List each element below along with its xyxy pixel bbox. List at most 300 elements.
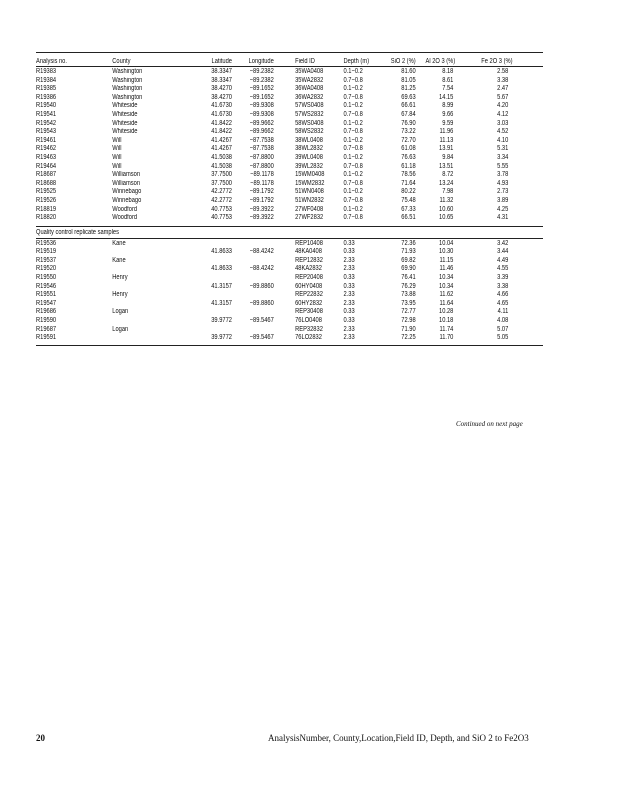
cell: 0.1−0.2: [343, 102, 363, 110]
cell: −89.9662: [249, 119, 274, 127]
cell: R19520: [36, 265, 57, 273]
cell: 0.33: [343, 239, 355, 247]
header-rule: [36, 66, 543, 67]
cell: 10.34: [439, 274, 454, 282]
table-row: [36, 120, 543, 129]
cell: 41.8422: [211, 119, 232, 127]
cell: R19462: [36, 145, 57, 153]
cell: 76LO2832: [295, 334, 322, 342]
qc-row: [36, 283, 543, 292]
cell: 72.77: [401, 308, 416, 316]
cell: 35WA2832: [295, 76, 324, 84]
cell: 58WS2832: [295, 128, 324, 136]
cell: 72.70: [401, 136, 416, 144]
cell: 10.60: [439, 205, 454, 213]
cell: 27WF2832: [295, 214, 324, 222]
cell: 5.07: [497, 325, 509, 333]
cell: County: [112, 58, 131, 65]
qc-row: [36, 274, 543, 283]
cell: 7.98: [442, 188, 454, 196]
cell: REP20408: [295, 274, 323, 282]
cell: 72.25: [401, 334, 416, 342]
cell: 51WN2832: [295, 196, 324, 204]
cell: 0.1−0.2: [343, 153, 363, 161]
cell: 2.58: [497, 68, 509, 75]
cell: R19383: [36, 68, 57, 75]
cell: 5.67: [497, 93, 509, 101]
data-table: [36, 56, 543, 346]
cell: R19550: [36, 274, 57, 282]
qc-row: [36, 248, 543, 257]
cell: 8.99: [442, 102, 454, 110]
table-row: [36, 68, 543, 77]
cell: Will: [112, 136, 122, 144]
footer-title: AnalysisNumber, County,Location,Field ID, Depth, and SiO 2 to Fe2O3: [268, 733, 529, 743]
cell: 4.49: [497, 256, 509, 264]
cell: 11.96: [439, 128, 454, 136]
cell: 73.95: [401, 299, 416, 307]
cell: R19385: [36, 85, 57, 93]
cell: SiO 2 (%): [390, 58, 416, 65]
cell: Latitude: [211, 58, 232, 65]
cell: −89.8860: [249, 299, 274, 307]
cell: 78.56: [401, 171, 416, 179]
cell: Kane: [112, 256, 126, 264]
cell: 73.88: [401, 291, 416, 299]
cell: 2.47: [497, 85, 509, 93]
cell: 41.8633: [211, 265, 232, 273]
cell: 60HY0408: [295, 282, 323, 290]
cell: 8.72: [442, 171, 454, 179]
qc-row: [36, 334, 543, 343]
cell: 0.7−0.8: [343, 145, 363, 153]
cell: R19540: [36, 102, 57, 110]
cell: 69.90: [401, 265, 416, 273]
cell: 2.33: [343, 291, 355, 299]
cell: R19536: [36, 239, 57, 247]
table-row: [36, 85, 543, 94]
cell: 3.38: [497, 282, 509, 290]
cell: Winnebago: [112, 196, 142, 204]
cell: R19461: [36, 136, 57, 144]
cell: 38.4270: [211, 85, 232, 93]
cell: 41.4267: [211, 136, 232, 144]
cell: Whiteside: [112, 128, 138, 136]
cell: 3.78: [497, 171, 509, 179]
table-row: [36, 171, 543, 180]
cell: 0.7−0.8: [343, 128, 363, 136]
bottom-rule: [36, 345, 543, 346]
cell: R19591: [36, 334, 57, 342]
cell: 4.65: [497, 299, 509, 307]
table-row: [36, 137, 543, 146]
cell: 5.31: [497, 145, 509, 153]
cell: 38.4270: [211, 93, 232, 101]
cell: 39WL2832: [295, 162, 323, 170]
cell: 0.33: [343, 308, 355, 316]
cell: 81.60: [401, 68, 416, 75]
cell: 38.3347: [211, 68, 232, 75]
table-row: [36, 197, 543, 206]
cell: 36WA2832: [295, 93, 324, 101]
cell: R19384: [36, 76, 57, 84]
cell: Williamson: [112, 171, 141, 179]
cell: 37.7500: [211, 171, 232, 179]
cell: 11.62: [439, 291, 454, 299]
cell: 38WL2832: [295, 145, 323, 153]
cell: 60HY2832: [295, 299, 323, 307]
cell: 10.28: [439, 308, 454, 316]
cell: 41.5038: [211, 153, 232, 161]
cell: 9.84: [442, 153, 454, 161]
cell: 14.15: [439, 93, 454, 101]
cell: 5.55: [497, 162, 509, 170]
cell: −89.1178: [250, 179, 274, 187]
table-row: [36, 206, 543, 215]
cell: 0.7−0.8: [343, 196, 363, 204]
cell: R19386: [36, 93, 57, 101]
cell: Analysis no.: [36, 58, 67, 65]
cell: 69.82: [401, 256, 416, 264]
cell: 0.1−0.2: [343, 136, 363, 144]
cell: −89.3922: [249, 205, 274, 213]
cell: 13.51: [439, 162, 454, 170]
cell: −88.4242: [249, 265, 274, 273]
continued-note: Continued on next page: [456, 420, 523, 428]
cell: 11.46: [439, 265, 454, 273]
cell: Whiteside: [112, 119, 138, 127]
cell: R19463: [36, 153, 57, 161]
cell: R19525: [36, 188, 57, 196]
cell: Field ID: [295, 58, 315, 65]
cell: Will: [112, 153, 122, 161]
cell: 3.89: [497, 196, 509, 204]
cell: R19590: [36, 317, 57, 325]
cell: 81.05: [401, 76, 416, 84]
cell: 41.8633: [211, 248, 232, 256]
cell: 11.15: [439, 256, 454, 264]
cell: 36WA0408: [295, 85, 324, 93]
cell: 0.7−0.8: [343, 93, 363, 101]
cell: −88.4242: [249, 248, 274, 256]
cell: 4.11: [497, 308, 509, 316]
cell: 2.33: [343, 334, 355, 342]
cell: Washington: [112, 85, 143, 93]
cell: 0.1−0.2: [343, 68, 363, 75]
cell: R18819: [36, 205, 57, 213]
cell: −89.1792: [249, 188, 274, 196]
cell: 61.18: [401, 162, 416, 170]
cell: −87.7538: [249, 136, 274, 144]
cell: Logan: [112, 325, 129, 333]
cell: Henry: [112, 274, 128, 282]
cell: 76LO0408: [295, 317, 322, 325]
cell: 15WM2832: [295, 179, 325, 187]
cell: 4.25: [497, 205, 509, 213]
cell: 27WF0408: [295, 205, 324, 213]
cell: Fe 2O 3 (%): [481, 58, 513, 65]
cell: R19537: [36, 256, 57, 264]
cell: 67.33: [401, 205, 416, 213]
cell: 0.33: [343, 282, 355, 290]
cell: 51WN0408: [295, 188, 324, 196]
cell: −89.1652: [249, 93, 274, 101]
cell: 80.22: [401, 188, 416, 196]
cell: R18820: [36, 214, 57, 222]
cell: 41.6730: [211, 110, 232, 118]
cell: −89.2382: [249, 68, 274, 75]
cell: 0.1−0.2: [343, 205, 363, 213]
cell: 4.10: [497, 136, 509, 144]
cell: 11.74: [439, 325, 454, 333]
cell: −87.8800: [249, 153, 274, 161]
cell: 0.33: [343, 317, 355, 325]
cell: 72.36: [401, 239, 416, 247]
cell: R18688: [36, 179, 57, 187]
cell: 11.64: [439, 299, 454, 307]
table-row: [36, 94, 543, 103]
cell: 4.08: [497, 317, 509, 325]
cell: R19551: [36, 291, 57, 299]
cell: Kane: [112, 239, 126, 247]
cell: 10.30: [439, 248, 454, 256]
cell: 0.1−0.2: [343, 188, 363, 196]
cell: REP30408: [295, 308, 323, 316]
cell: 72.98: [401, 317, 416, 325]
table-row: [36, 180, 543, 189]
cell: 2.33: [343, 325, 355, 333]
cell: 4.12: [497, 110, 509, 118]
cell: −89.9662: [249, 128, 274, 136]
cell: 73.22: [401, 128, 416, 136]
cell: 0.33: [343, 274, 355, 282]
cell: Longitude: [248, 58, 274, 65]
cell: 4.93: [497, 179, 509, 187]
cell: REP10408: [295, 239, 323, 247]
cell: 71.93: [401, 248, 416, 256]
cell: R19519: [36, 248, 57, 256]
cell: 10.65: [439, 214, 454, 222]
cell: 41.8422: [211, 128, 232, 136]
cell: 11.32: [439, 196, 454, 204]
table-row: [36, 111, 543, 120]
qc-row: [36, 257, 543, 266]
cell: 38.3347: [211, 76, 232, 84]
cell: −89.1792: [249, 196, 274, 204]
cell: Woodford: [112, 214, 138, 222]
cell: 10.04: [439, 239, 454, 247]
cell: R19547: [36, 299, 57, 307]
cell: 3.42: [497, 239, 509, 247]
table-row: [36, 145, 543, 154]
cell: Will: [112, 145, 122, 153]
cell: 76.63: [401, 153, 416, 161]
cell: 4.66: [497, 291, 509, 299]
cell: R18687: [36, 171, 57, 179]
cell: Washington: [112, 93, 143, 101]
cell: R19546: [36, 282, 57, 290]
cell: 9.59: [442, 119, 454, 127]
cell: 0.1−0.2: [343, 119, 363, 127]
cell: 41.3157: [211, 282, 232, 290]
cell: −89.9308: [249, 110, 274, 118]
cell: 2.33: [343, 265, 355, 273]
cell: 13.91: [439, 145, 454, 153]
cell: 41.6730: [211, 102, 232, 110]
cell: REP22832: [295, 291, 323, 299]
cell: R19543: [36, 128, 57, 136]
cell: 7.54: [442, 85, 454, 93]
cell: −87.8800: [249, 162, 274, 170]
cell: Al 2O 3 (%): [425, 58, 456, 65]
cell: 2.73: [497, 188, 509, 196]
cell: 69.63: [401, 93, 416, 101]
cell: 9.66: [442, 110, 454, 118]
cell: 38WL0408: [295, 136, 323, 144]
cell: 42.2772: [211, 196, 232, 204]
section-rule: [36, 238, 543, 239]
cell: 39WL0408: [295, 153, 323, 161]
cell: 0.7−0.8: [343, 110, 363, 118]
cell: Logan: [112, 308, 129, 316]
cell: R19542: [36, 119, 57, 127]
qc-row: [36, 265, 543, 274]
cell: 3.44: [497, 248, 509, 256]
cell: Depth (m): [343, 58, 370, 65]
cell: 3.38: [497, 76, 509, 84]
cell: −89.5467: [249, 334, 274, 342]
cell: 48KA0408: [295, 248, 322, 256]
cell: 48KA2832: [295, 265, 322, 273]
cell: −89.1178: [250, 171, 274, 179]
cell: 81.25: [401, 85, 416, 93]
cell: 3.34: [497, 153, 509, 161]
cell: −89.5467: [249, 317, 274, 325]
table-row: [36, 163, 543, 172]
cell: 0.1−0.2: [343, 171, 363, 179]
table-row: [36, 214, 543, 223]
cell: Whiteside: [112, 110, 138, 118]
cell: Washington: [112, 68, 143, 75]
section-label-text: Quality control replicate samples: [36, 228, 119, 236]
cell: 2.33: [343, 299, 355, 307]
cell: 13.24: [439, 179, 454, 187]
cell: R19464: [36, 162, 57, 170]
table-row: [36, 128, 543, 137]
cell: 0.7−0.8: [343, 162, 363, 170]
qc-row: [36, 300, 543, 309]
qc-row: [36, 308, 543, 317]
cell: 4.20: [497, 102, 509, 110]
cell: 76.90: [401, 119, 416, 127]
cell: R19526: [36, 196, 57, 204]
cell: 66.61: [401, 102, 416, 110]
cell: REP12832: [295, 256, 323, 264]
cell: R19687: [36, 325, 57, 333]
qc-row: [36, 291, 543, 300]
cell: 10.18: [439, 317, 454, 325]
cell: 11.70: [439, 334, 454, 342]
cell: 41.3157: [211, 299, 232, 307]
table-row: [36, 77, 543, 86]
cell: Will: [112, 162, 122, 170]
cell: Washington: [112, 76, 143, 84]
cell: 76.41: [401, 274, 416, 282]
cell: 5.05: [497, 334, 509, 342]
qc-row: [36, 317, 543, 326]
cell: 4.31: [497, 214, 509, 222]
cell: 0.7−0.8: [343, 76, 363, 84]
cell: 58WS0408: [295, 119, 324, 127]
top-rule: [36, 52, 543, 53]
qc-row: [36, 240, 543, 249]
cell: Henry: [112, 291, 128, 299]
cell: 41.5038: [211, 162, 232, 170]
cell: 4.55: [497, 265, 509, 273]
cell: −89.9308: [249, 102, 274, 110]
qc-row: [36, 326, 543, 335]
cell: 4.52: [497, 128, 509, 136]
cell: −89.2382: [249, 76, 274, 84]
cell: 35WA0408: [295, 68, 324, 75]
table-row: [36, 154, 543, 163]
page-number: 20: [36, 733, 45, 743]
cell: R19541: [36, 110, 57, 118]
cell: 71.90: [401, 325, 416, 333]
cell: 40.7753: [211, 205, 232, 213]
cell: 42.2772: [211, 188, 232, 196]
cell: −89.3922: [249, 214, 274, 222]
section-label: [36, 227, 543, 238]
cell: 67.84: [401, 110, 416, 118]
cell: 39.9772: [211, 317, 232, 325]
cell: 10.34: [439, 282, 454, 290]
cell: R19686: [36, 308, 57, 316]
cell: −89.1652: [249, 85, 274, 93]
cell: Williamson: [112, 179, 141, 187]
cell: 8.61: [442, 76, 454, 84]
cell: 11.13: [439, 136, 454, 144]
cell: Whiteside: [112, 102, 138, 110]
cell: 37.7500: [211, 179, 232, 187]
cell: 41.4267: [211, 145, 232, 153]
cell: 39.9772: [211, 334, 232, 342]
cell: Winnebago: [112, 188, 142, 196]
cell: 66.51: [401, 214, 416, 222]
cell: REP32832: [295, 325, 323, 333]
cell: 8.18: [442, 68, 454, 75]
table-row: [36, 188, 543, 197]
cell: 0.1−0.2: [343, 85, 363, 93]
cell: 0.7−0.8: [343, 179, 363, 187]
cell: 3.39: [497, 274, 509, 282]
cell: −89.8860: [249, 282, 274, 290]
cell: −87.7538: [249, 145, 274, 153]
table-row: [36, 102, 543, 111]
cell: 71.64: [401, 179, 416, 187]
cell: 57WS0408: [295, 102, 324, 110]
cell: 3.03: [497, 119, 509, 127]
cell: 57WS2832: [295, 110, 324, 118]
cell: 76.29: [401, 282, 416, 290]
cell: 0.7−0.8: [343, 214, 363, 222]
cell: 0.33: [343, 248, 355, 256]
cell: 40.7753: [211, 214, 232, 222]
cell: 2.33: [343, 256, 355, 264]
cell: 75.48: [401, 196, 416, 204]
cell: Woodford: [112, 205, 138, 213]
cell: 61.08: [401, 145, 416, 153]
